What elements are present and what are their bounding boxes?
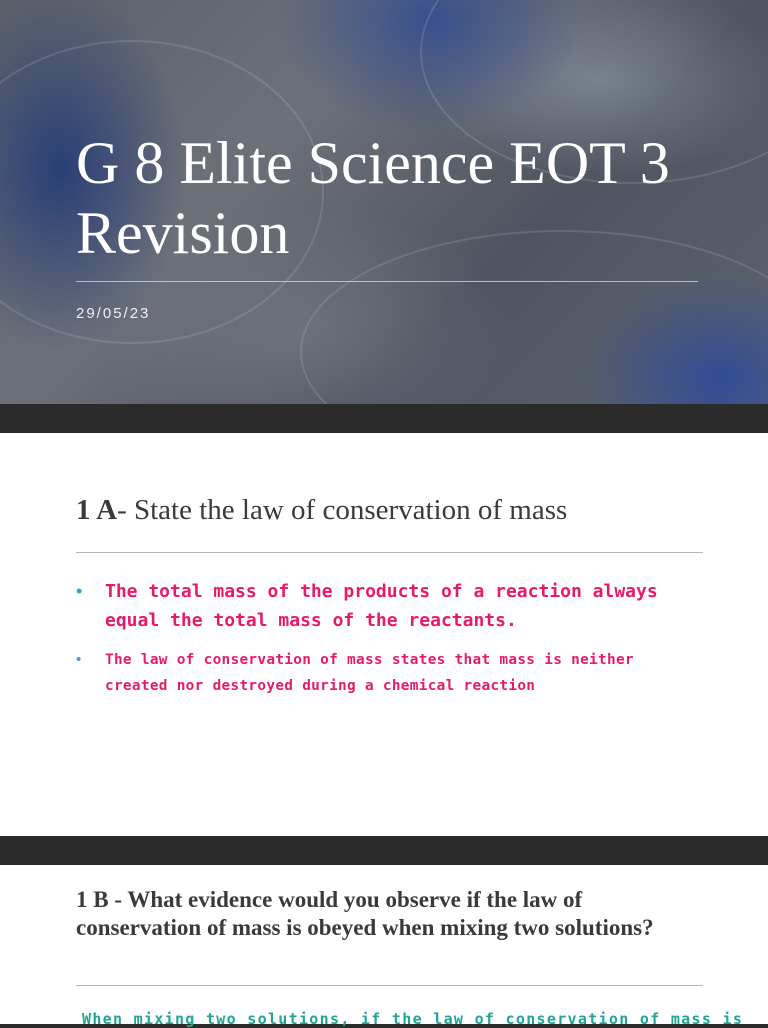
question-1b-heading: 1 B - What evidence would you observe if the law of conservation of mass is obeyed when mixing two solutions? xyxy=(76,887,654,940)
question-number: 1 A xyxy=(76,494,118,526)
bullet-item xyxy=(76,577,696,635)
title-divider xyxy=(76,281,698,282)
question-1a-heading xyxy=(76,494,567,527)
question-text: - State the law of conservation of mass xyxy=(117,494,568,526)
bullet-text: The total mass of the products of a reaction always equal the total mass of the reactants. xyxy=(105,581,658,631)
bullet-item xyxy=(76,647,696,699)
bullet-marker: • xyxy=(76,581,83,601)
bullet-marker: • xyxy=(76,651,82,668)
bullet-text: The law of conservation of mass states that mass is neither created nor destroyed during a chemical reaction xyxy=(105,652,634,694)
presentation-title: G 8 Elite Science EOT 3 Revision xyxy=(76,130,670,266)
heading-divider xyxy=(76,985,703,986)
title-slide xyxy=(0,0,768,404)
answer-text: When mixing two solutions, if the law of conservation of mass is xyxy=(82,1010,744,1028)
presentation-date: 29/05/23 xyxy=(76,305,151,322)
heading-divider xyxy=(76,552,703,553)
